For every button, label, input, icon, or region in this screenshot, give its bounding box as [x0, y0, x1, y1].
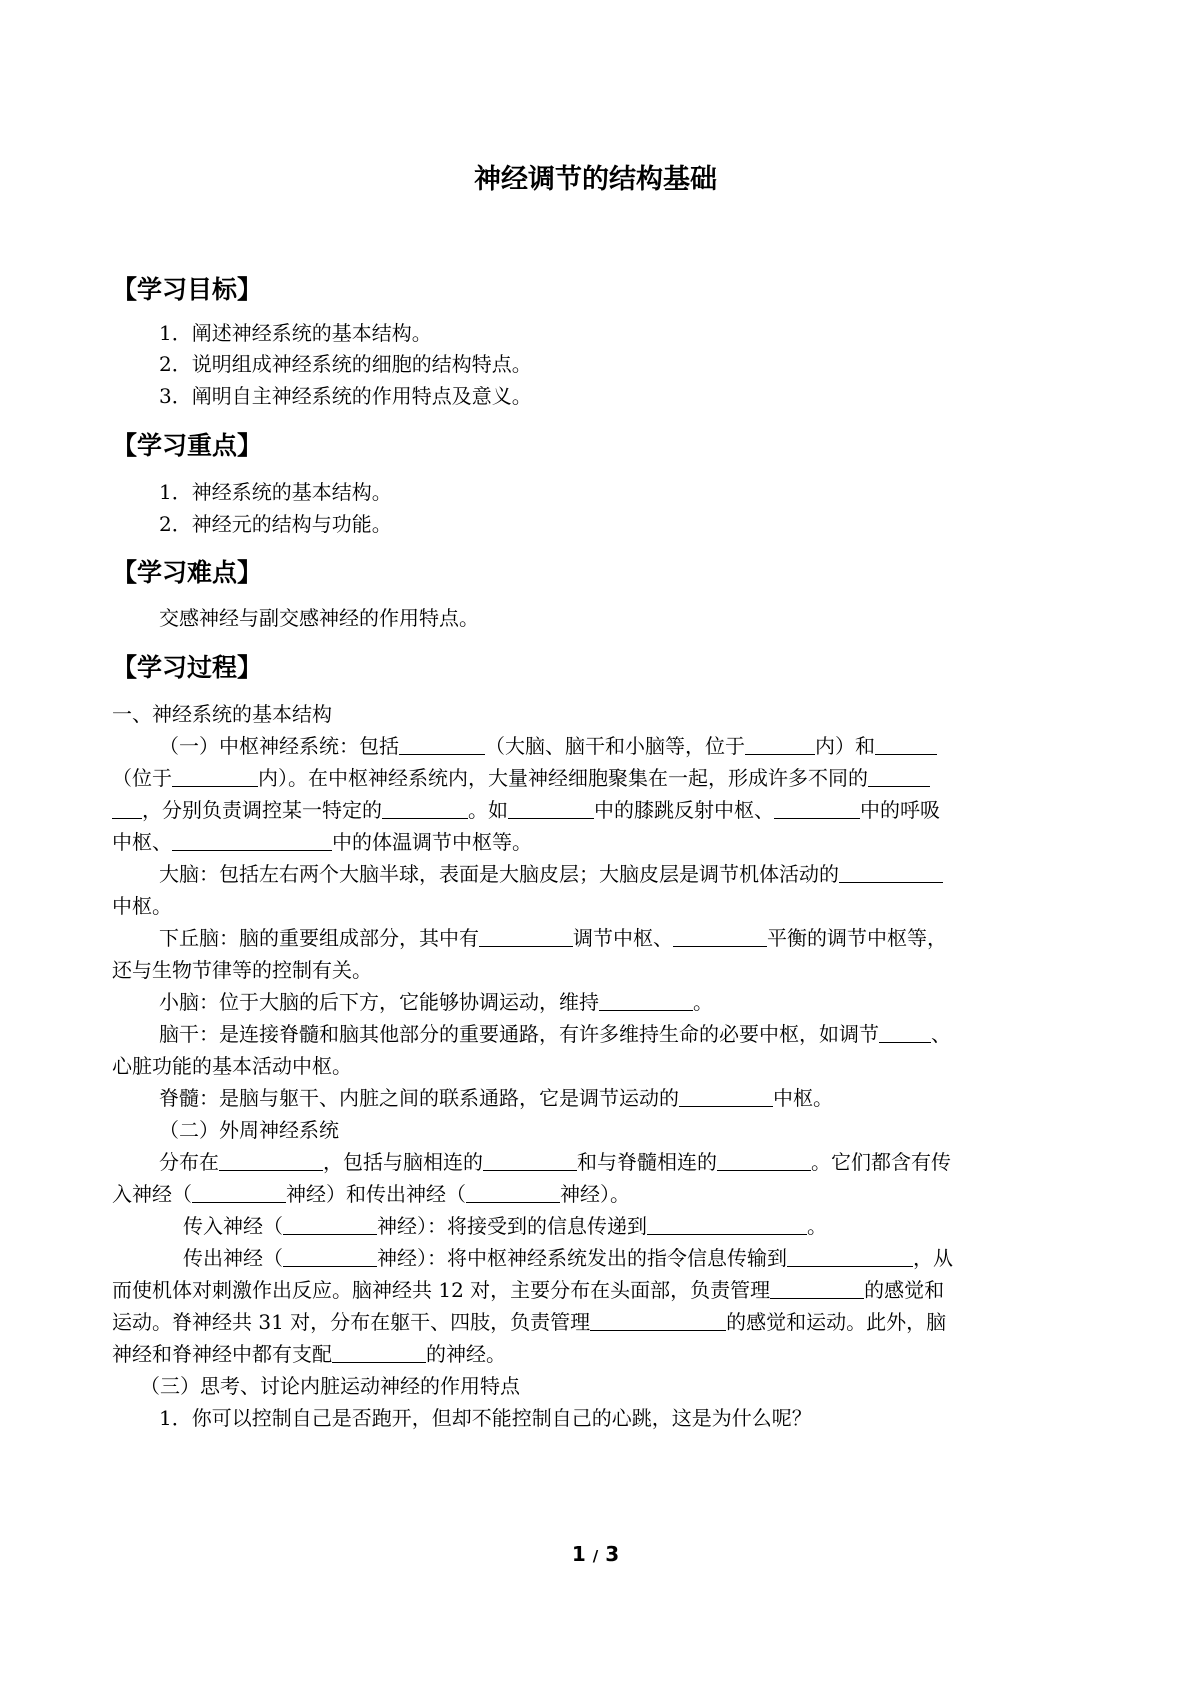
process-heading: 【学习过程】: [112, 653, 263, 682]
goals-heading: 【学习目标】: [112, 275, 263, 304]
goal-item: 2．说明组成神经系统的细胞的结构特点。: [159, 352, 532, 376]
blank: [172, 765, 258, 787]
blank: [787, 1245, 913, 1267]
paragraph-line: （位于 内）。在中枢神经系统内，大量神经细胞聚集在一起，形成许多不同的: [112, 762, 930, 791]
paragraph-line: 脊髓：是脑与躯干、内脏之间的联系通路，它是调节运动的 中枢。: [159, 1086, 833, 1110]
key-point-item: 1．神经系统的基本结构。: [159, 480, 392, 504]
blank: [879, 1021, 931, 1043]
paragraph-line: ，分别负责调控某一特定的 。如 中的膝跳反射中枢、 中的呼吸: [112, 794, 940, 823]
key-point-item: 2．神经元的结构与功能。: [159, 512, 392, 536]
blank: [483, 1149, 577, 1171]
blank: [283, 1213, 377, 1235]
section-1-title: 一、神经系统的基本结构: [112, 702, 332, 726]
question-1: 1．你可以控制自己是否跑开，但却不能控制自己的心跳，这是为什么呢？: [159, 1406, 812, 1430]
blank: [192, 1181, 286, 1203]
paragraph-line: 大脑：包括左右两个大脑半球，表面是大脑皮层；大脑皮层是调节机体活动的: [159, 858, 943, 887]
blank: [466, 1181, 560, 1203]
section-3-title: （三）思考、讨论内脏运动神经的作用特点: [140, 1374, 520, 1398]
blank: [673, 925, 767, 947]
blank: [112, 797, 142, 819]
paragraph-line: 分布在 ，包括与脑相连的 和与脊髓相连的 。它们都含有传: [159, 1150, 951, 1174]
paragraph-line: 中枢。: [112, 894, 172, 918]
paragraph-line: 脑干：是连接脊髓和脑其他部分的重要通路，有许多维持生命的必要中枢，如调节 、: [159, 1022, 951, 1046]
paragraph-line: 而使机体对刺激作出反应。脑神经共 12 对，主要分布在头面部，负责管理 的感觉和: [112, 1278, 945, 1302]
difficulties-heading: 【学习难点】: [112, 558, 263, 587]
blank: [745, 733, 815, 755]
blank: [770, 1277, 864, 1299]
paragraph-line: 中枢、 中的体温调节中枢等。: [112, 830, 532, 854]
blank: [283, 1245, 377, 1267]
blank: [479, 925, 573, 947]
paragraph-line: 传入神经（ 神经）：将接受到的信息传递到 。: [183, 1214, 827, 1238]
blank: [839, 861, 943, 883]
blank: [875, 733, 937, 755]
page-title: 神经调节的结构基础: [474, 164, 717, 195]
blank: [382, 797, 468, 819]
paragraph-line: 神经和脊神经中都有支配 的神经。: [112, 1342, 506, 1366]
paragraph-line: 心脏功能的基本活动中枢。: [112, 1054, 352, 1078]
goal-item: 1．阐述神经系统的基本结构。: [159, 321, 432, 345]
blank: [508, 797, 594, 819]
paragraph-line: 还与生物节律等的控制有关。: [112, 958, 372, 982]
blank: [774, 797, 860, 819]
blank: [679, 1085, 773, 1107]
blank: [219, 1149, 323, 1171]
paragraph-line: 下丘脑：脑的重要组成部分，其中有 调节中枢、 平衡的调节中枢等，: [159, 926, 947, 950]
blank: [172, 829, 332, 851]
section-2-title: （二）外周神经系统: [159, 1118, 339, 1142]
blank: [599, 989, 693, 1011]
paragraph-line: 传出神经（ 神经）：将中枢神经系统发出的指令信息传输到 ，从: [183, 1246, 953, 1270]
blank: [590, 1309, 726, 1331]
paragraph-line: 小脑：位于大脑的后下方，它能够协调运动，维持 。: [159, 990, 713, 1014]
difficulty-item: 交感神经与副交感神经的作用特点。: [159, 606, 479, 630]
paragraph-line: （一）中枢神经系统：包括 （大脑、脑干和小脑等，位于 内）和: [159, 730, 937, 759]
blank: [868, 765, 930, 787]
blank: [717, 1149, 811, 1171]
paragraph-line: 运动。脊神经共 31 对，分布在躯干、四肢，负责管理 的感觉和运动。此外，脑: [112, 1310, 947, 1334]
blank: [399, 733, 485, 755]
blank: [647, 1213, 807, 1235]
page-number: 1 / 3: [571, 1542, 620, 1566]
paragraph-line: 入神经（ 神经）和传出神经（ 神经）。: [112, 1182, 630, 1206]
blank: [332, 1341, 426, 1363]
goal-item: 3．阐明自主神经系统的作用特点及意义。: [159, 384, 532, 408]
key-points-heading: 【学习重点】: [112, 431, 263, 460]
